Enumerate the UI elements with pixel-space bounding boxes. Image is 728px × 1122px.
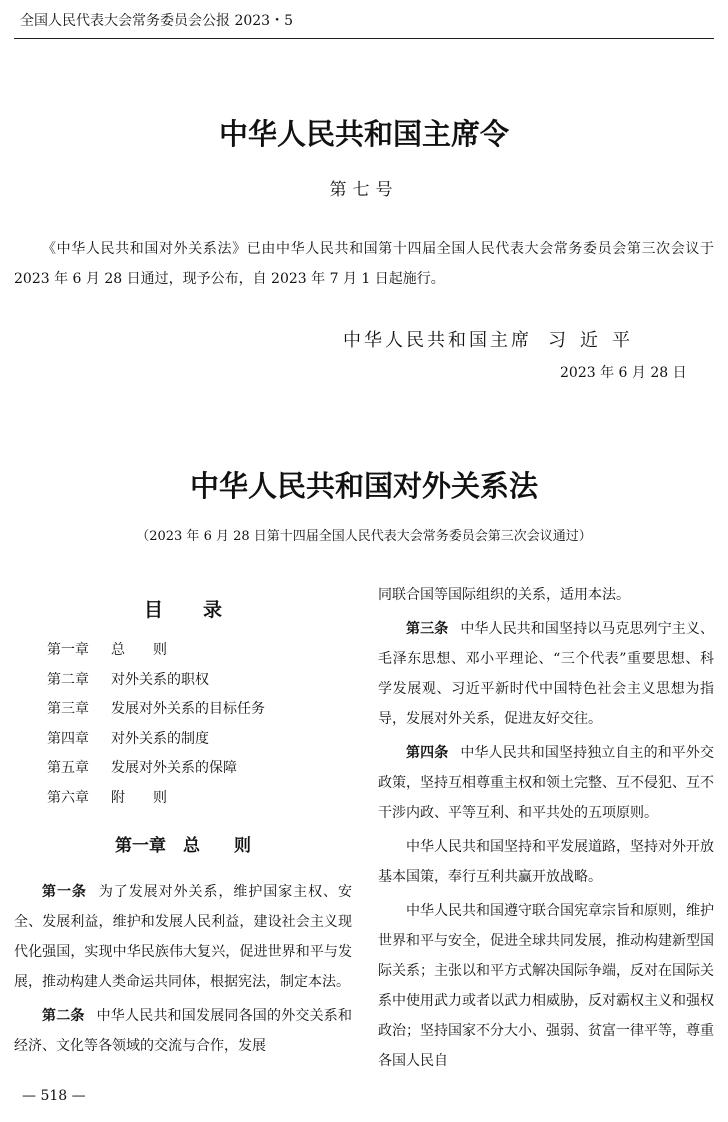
right-column bbox=[378, 580, 714, 1080]
order-number: 第七号 bbox=[329, 180, 399, 200]
article-text: 中华人民共和国坚持独立自主的和平外交政策，坚持互相尊重主权和领土完整、互不侵犯、互不干涉内政、平等互利、和平共处的五项原则。 bbox=[378, 745, 715, 821]
toc-chapter-title: 对外关系的制度 bbox=[111, 730, 209, 747]
chapter-heading: 第一章 总 则 bbox=[115, 836, 251, 856]
order-body: 《中华人民共和国对外关系法》已由中华人民共和国第十四届全国人民代表大会常务委员会第三次会议于 2023 年 6 月 28 日通过，现予公布，自 2023 年 7 月 1 日起施行。 bbox=[14, 241, 714, 287]
toc-chapter-number: 第五章 bbox=[47, 760, 89, 776]
signer-title: 中华人民共和国主席 bbox=[343, 330, 532, 351]
toc-chapter-number: 第六章 bbox=[47, 789, 89, 806]
toc-chapter-title: 附 则 bbox=[111, 789, 167, 806]
article-2 bbox=[14, 1001, 352, 1061]
toc-chapter-title: 对外关系的职权 bbox=[111, 671, 209, 688]
signer-name: 习近平 bbox=[548, 330, 644, 351]
toc-item bbox=[14, 784, 352, 814]
page-number: — 518 — bbox=[22, 1088, 86, 1104]
toc-item bbox=[14, 695, 352, 725]
article-4-paragraph-3: 中华人民共和国遵守联合国宪章宗旨和原则，维护世界和平与安全，促进全球共同发展，推动构建新型国际关系；主张以和平方式解决国际争端，反对在国际关系中使用武力或者以武力相威胁，反对霸权主义和强权政治；坚持国家不分大小、强弱、贫富一律平等，尊重各国人民自 bbox=[378, 903, 714, 1069]
toc-item bbox=[14, 666, 352, 696]
header-divider bbox=[14, 38, 714, 39]
article-4 bbox=[378, 738, 714, 828]
article-4-paragraph-2: 中华人民共和国坚持和平发展道路，坚持对外开放基本国策，奉行互利共赢开放战略。 bbox=[378, 839, 714, 885]
toc-chapter-title: 总 则 bbox=[111, 642, 167, 658]
article-1 bbox=[14, 877, 352, 997]
article-text: 为了发展对外关系，维护国家主权、安全、发展利益，维护和发展人民利益，建设社会主义现代化强国，实现中华民族伟大复兴，促进世界和平与发展，推动构建人类命运共同体，根据宪法，制定本法。 bbox=[14, 884, 353, 990]
left-column bbox=[14, 590, 352, 1065]
signature-line bbox=[343, 326, 644, 352]
article-label: 第四条 bbox=[406, 745, 449, 761]
article-label: 第二条 bbox=[42, 1008, 85, 1024]
order-title: 中华人民共和国主席令 bbox=[218, 117, 509, 151]
toc-chapter-number: 第一章 bbox=[47, 642, 89, 658]
toc-item bbox=[14, 725, 352, 755]
article-3 bbox=[378, 614, 714, 734]
toc-item bbox=[14, 754, 352, 784]
article-2-continued: 同联合国等国际组织的关系，适用本法。 bbox=[378, 587, 630, 603]
toc-chapter-title: 发展对外关系的保障 bbox=[111, 760, 237, 776]
page-header: 全国人民代表大会常务委员会公报 2023・5 bbox=[20, 13, 293, 29]
article-label: 第一条 bbox=[42, 884, 87, 900]
toc-chapter-number: 第四章 bbox=[47, 730, 89, 747]
order-date: 2023 年 6 月 28 日 bbox=[560, 365, 687, 381]
article-text: 中华人民共和国坚持以马克思列宁主义、毛泽东思想、邓小平理论、“三个代表”重要思想、科学发展观、习近平新时代中国特色社会主义思想为指导，发展对外关系，促进友好交往。 bbox=[378, 621, 715, 727]
toc-chapter-title: 发展对外关系的目标任务 bbox=[111, 701, 265, 717]
law-subtitle: （2023 年 6 月 28 日第十四届全国人民代表大会常务委员会第三次会议通过） bbox=[136, 529, 592, 544]
article-text: 中华人民共和国发展同各国的外交关系和经济、文化等各领域的交流与合作，发展 bbox=[14, 1008, 353, 1054]
toc-heading: 目录 bbox=[143, 599, 262, 621]
article-label: 第三条 bbox=[406, 621, 449, 637]
law-title: 中华人民共和国对外关系法 bbox=[189, 469, 538, 503]
toc-chapter-number: 第三章 bbox=[47, 701, 89, 717]
toc-chapter-number: 第二章 bbox=[47, 671, 89, 688]
toc-item bbox=[14, 636, 352, 666]
